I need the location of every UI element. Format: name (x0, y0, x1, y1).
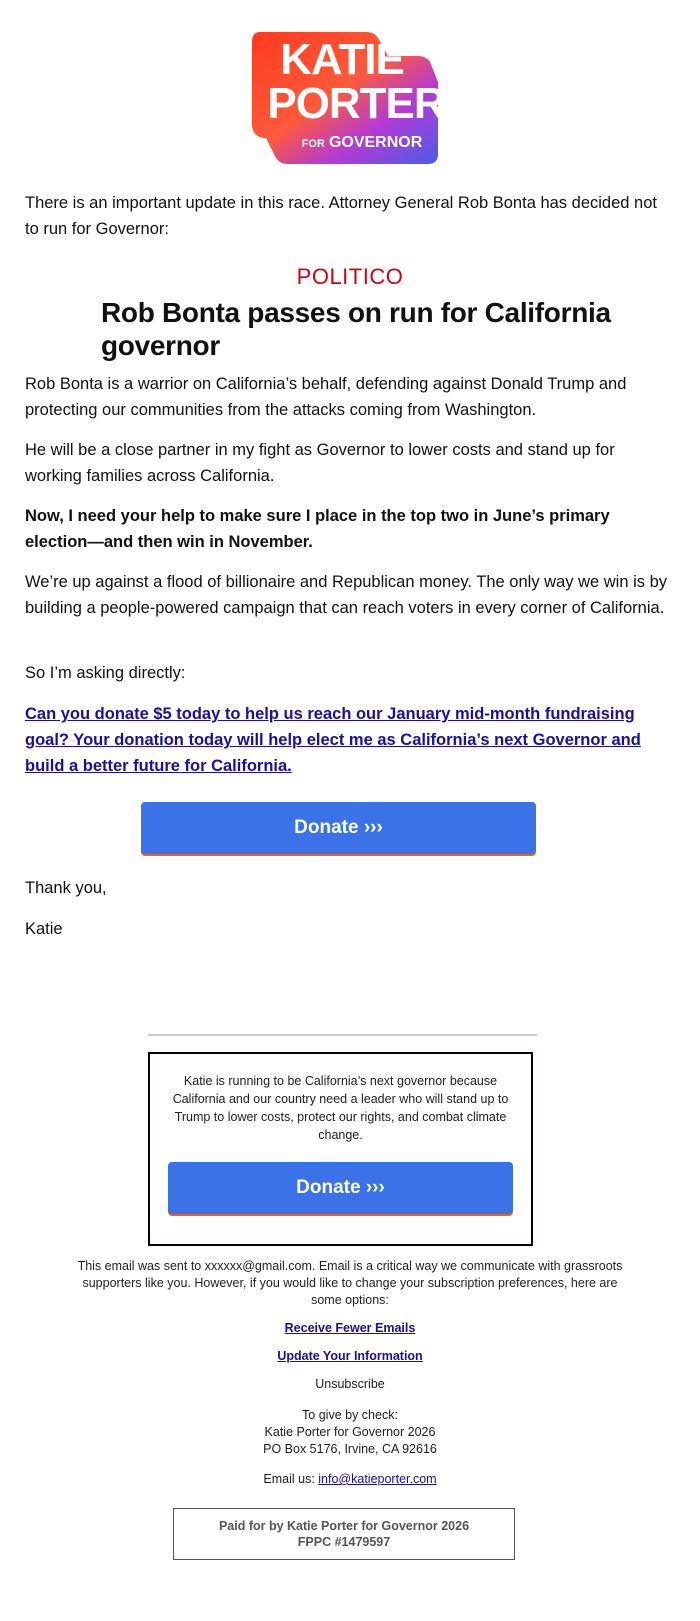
update-info-row (0, 1348, 700, 1365)
unsubscribe-row (0, 1376, 700, 1393)
footer-box-text: Katie is running to be California’s next governor because California and our country need a leader who will stand up to Trump to lower costs, protect our rights, and combat climate change. (172, 1074, 509, 1142)
donate-button-footer[interactable]: Donate ››› (168, 1162, 513, 1214)
campaign-logo (248, 26, 448, 170)
paid-for-box (173, 1508, 515, 1560)
check-name: Katie Porter for Governor 2026 (264, 1425, 436, 1439)
signoff-thanks: Thank you, (25, 879, 107, 897)
email-us-row (0, 1471, 700, 1488)
email-address-link[interactable]: info@katieporter.com (318, 1472, 437, 1486)
check-label: To give by check: (302, 1408, 398, 1422)
update-information-link[interactable]: Update Your Information (277, 1349, 423, 1363)
body-paragraph-4: We’re up against a flood of billionaire and Republican money. The only way we win is by building a people-powered campaign that can reach voters in every corner of California. (25, 573, 668, 617)
logo-line-governor (262, 134, 462, 153)
footer-callout-box (148, 1052, 533, 1246)
logo-governor: GOVERNOR (328, 134, 423, 151)
check-address: PO Box 5176, Irvine, CA 92616 (263, 1442, 437, 1456)
fewer-emails-row (0, 1320, 700, 1337)
receive-fewer-emails-link[interactable]: Receive Fewer Emails (284, 1321, 416, 1335)
cta-paragraph (25, 701, 675, 779)
body-paragraph-5: So I’m asking directly: (25, 664, 186, 682)
donate-button-main[interactable]: Donate ››› (141, 802, 536, 854)
donate-cta-link[interactable]: Can you donate $5 today to help us reach our January mid-month fundraising goal? Your donation today will help elect me as California’s next Governor and build a better future for California. (25, 705, 641, 775)
article-headline: Rob Bonta passes on run for California governor (101, 297, 611, 361)
body-paragraph-2: He will be a close partner in my fight as Governor to lower costs and stand up for working families across California. (25, 441, 615, 485)
header-logo-area (0, 26, 700, 176)
logo-for: FOR (301, 138, 325, 150)
email-us-label: Email us: (263, 1472, 315, 1486)
paid-for-text: Paid for by Katie Porter for Governor 2026 (218, 1519, 470, 1533)
email-notice: This email was sent to xxxxxx@gmail.com. Email is a critical way we communicate with grassroots supporters like you. However, if you would like to change your subscription preferences, here are some options: (77, 1259, 623, 1307)
unsubscribe-link[interactable]: Unsubscribe (315, 1377, 385, 1391)
footer-divider (148, 1034, 537, 1036)
logo-line-katie: KATIE (280, 35, 404, 84)
intro-paragraph: There is an important update in this race. Attorney General Rob Bonta has decided not to run for Governor: (25, 194, 657, 238)
body-paragraph-1: Rob Bonta is a warrior on California’s behalf, defending against Donald Trump and protecting our communities from the attacks coming from Washington. (25, 375, 627, 419)
fppc-number: FPPC #1479597 (297, 1535, 391, 1549)
politico-logo: POLITICO (296, 264, 404, 289)
logo-line-porter: PORTER (267, 79, 445, 128)
body-paragraph-bold: Now, I need your help to make sure I place in the top two in June’s primary election—and then win in November. (25, 507, 610, 551)
signoff-name: Katie (25, 920, 63, 938)
